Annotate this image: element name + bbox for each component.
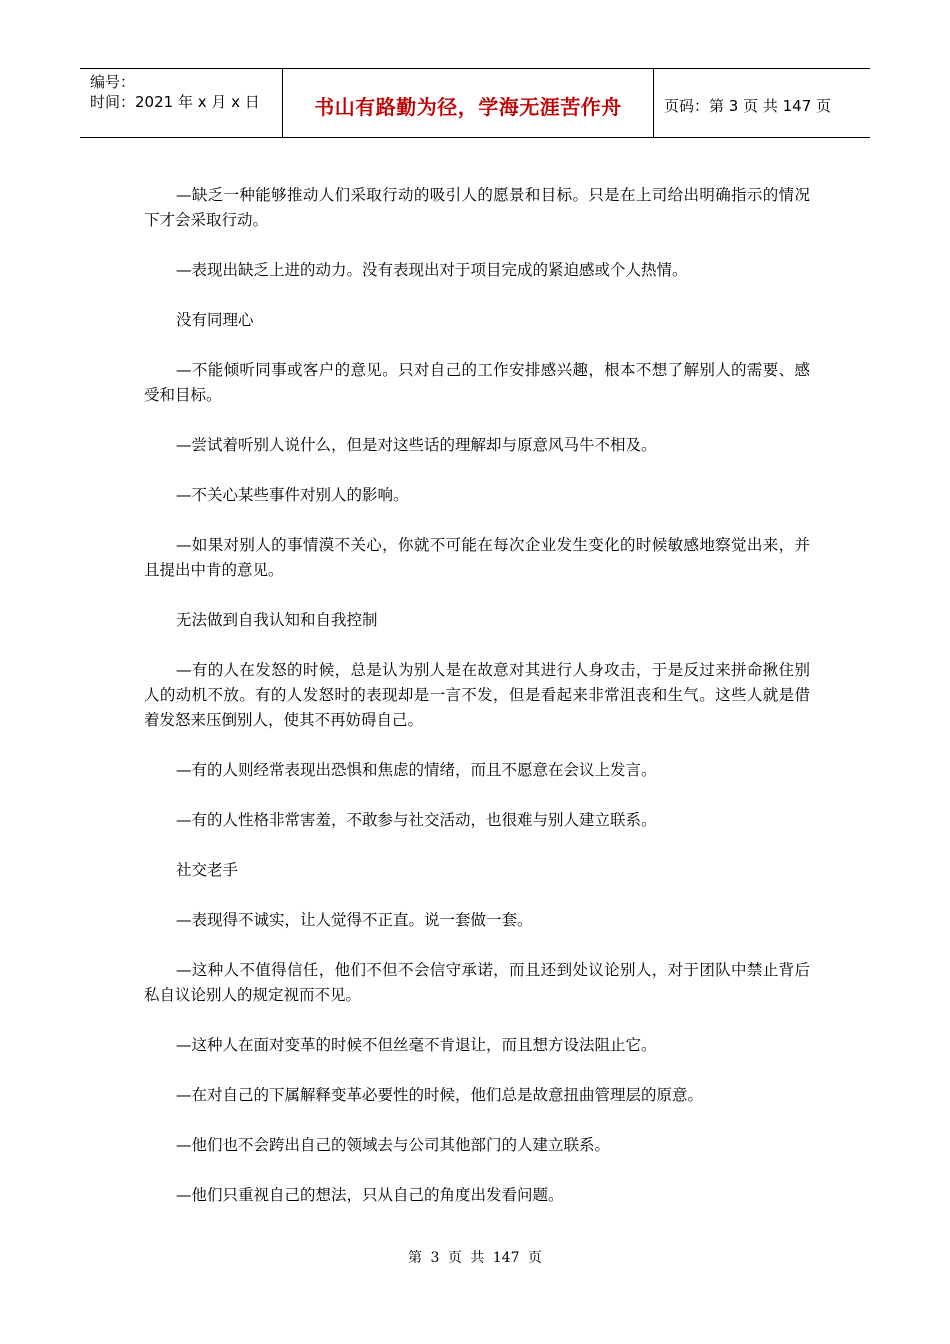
page-footer: 第 3 页 共 147 页: [408, 1250, 542, 1266]
paragraph: —如果对别人的事情漠不关心，你就不可能在每次企业发生变化的时候敏感地察觉出来，并且提出中肯的意见。: [144, 536, 810, 579]
paragraph: —这种人在面对变革的时候不但丝毫不肯退让，而且想方设法阻止它。: [176, 1036, 657, 1054]
paragraph: —他们只重视自己的想法，只从自己的角度出发看问题。: [176, 1186, 564, 1204]
document-date: 时间：2021 年 x 月 x 日: [90, 93, 260, 111]
section-heading: 无法做到自我认知和自我控制: [176, 611, 378, 629]
header-meta: [80, 69, 282, 137]
paragraph: —这种人不值得信任，他们不但不会信守承诺，而且还到处议论别人，对于团队中禁止背后私自议论别人的规定视而不见。: [144, 961, 810, 1004]
header-motto: 书山有路勤为径，学海无涯苦作舟: [314, 94, 622, 119]
paragraph: —尝试着听别人说什么，但是对这些话的理解却与原意风马牛不相及。: [176, 436, 657, 454]
paragraph: —表现得不诚实，让人觉得不正直。说一套做一套。: [176, 911, 533, 929]
header-page-cell: [654, 69, 870, 137]
section-heading: 没有同理心: [176, 311, 254, 329]
section-heading: 社交老手: [176, 861, 239, 879]
paragraph: —表现出缺乏上进的动力。没有表现出对于项目完成的紧迫感或个人热情。: [176, 261, 688, 279]
paragraph: —不关心某些事件对别人的影响。: [176, 486, 409, 504]
paragraph: —在对自己的下属解释变革必要性的时候，他们总是故意扭曲管理层的原意。: [176, 1086, 704, 1104]
document-body: [144, 183, 810, 1233]
paragraph: —有的人则经常表现出恐惧和焦虑的情绪，而且不愿意在会议上发言。: [176, 761, 657, 779]
paragraph: —缺乏一种能够推动人们采取行动的吸引人的愿景和目标。只是在上司给出明确指示的情况下才会采取行动。: [144, 186, 810, 229]
paragraph: —有的人性格非常害羞，不敢参与社交活动，也很难与别人建立联系。: [176, 811, 657, 829]
document-header: [80, 68, 870, 138]
document-number-label: 编号：: [90, 73, 136, 91]
paragraph: —不能倾听同事或客户的意见。只对自己的工作安排感兴趣，根本不想了解别人的需要、感受和目标。: [144, 361, 810, 404]
paragraph: —有的人在发怒的时候，总是认为别人是在故意对其进行人身攻击，于是反过来拼命揪住别人的动机不放。有的人发怒时的表现却是一言不发，但是看起来非常沮丧和生气。这些人就是借着发怒来压倒别人，使其不再妨碍自己。: [144, 661, 810, 729]
paragraph: —他们也不会跨出自己的领域去与公司其他部门的人建立联系。: [176, 1136, 611, 1154]
header-page-number: 页码：第 3 页 共 147 页: [664, 96, 832, 115]
header-motto-cell: [282, 69, 654, 137]
